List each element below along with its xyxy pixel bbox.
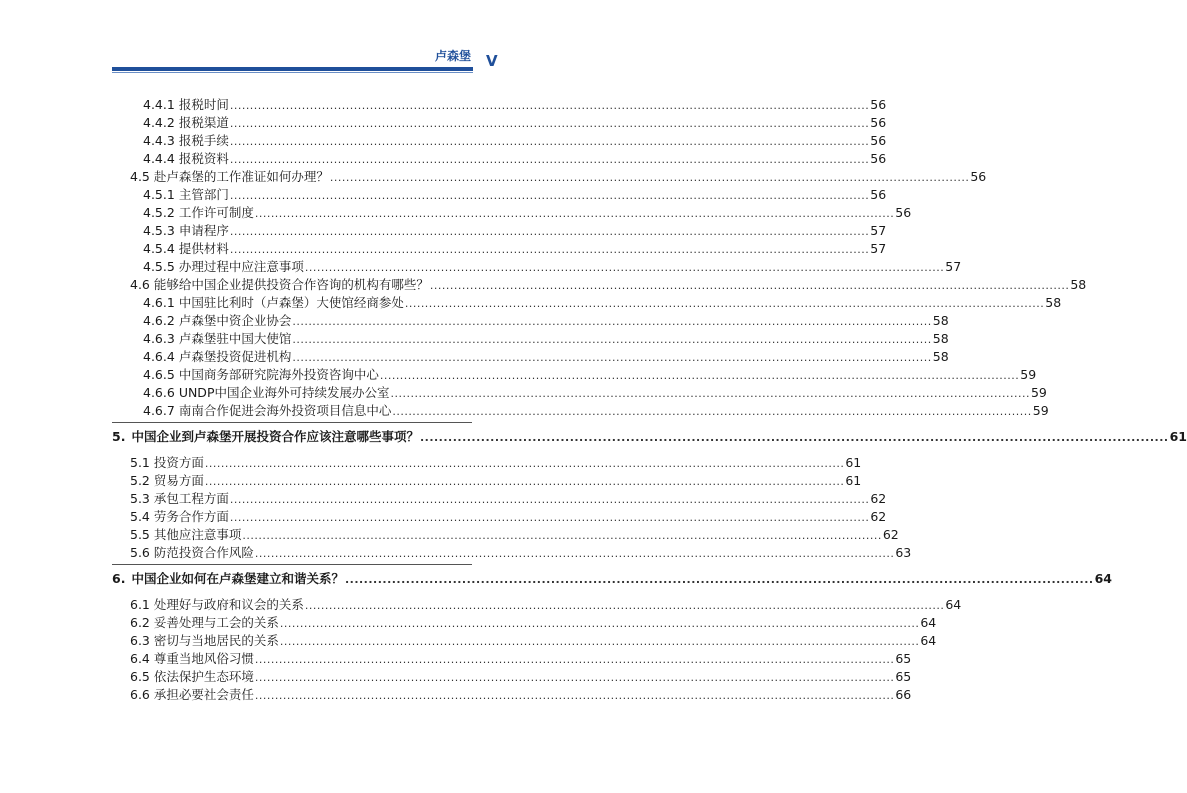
toc-entry[interactable] (143, 330, 949, 348)
toc-entry-number: 4.6.2 (143, 313, 175, 328)
toc-entry-title: 中国商务部研究院海外投资咨询中心 (178, 367, 379, 382)
toc-entry-title: 妥善处理与工会的关系 (153, 615, 279, 630)
toc-entry[interactable] (130, 526, 899, 544)
toc-entry[interactable] (143, 114, 887, 132)
toc-entry-title: 承包工程方面 (153, 491, 229, 506)
toc-entry[interactable] (143, 240, 887, 258)
toc-entry-title: 报税时间 (178, 97, 229, 112)
toc-entry-page: 56 (970, 169, 987, 184)
toc-dot-leader: ................................................................................................................................................................ (229, 189, 870, 202)
toc-entry-number: 4.5.5 (143, 259, 175, 274)
toc-entry-page: 56 (870, 97, 887, 112)
toc-dot-leader: ................................................................................................................................................................ (229, 511, 870, 524)
toc-dot-leader: ................................................................................................................................................................ (229, 135, 870, 148)
toc-entry-page: 65 (895, 651, 912, 666)
toc-entry-title: 报税渠道 (178, 115, 229, 130)
toc-dot-leader: ................................................................................................................................................................ (329, 171, 970, 184)
toc-entry-page: 59 (1020, 367, 1037, 382)
toc-entry-page: 63 (895, 545, 912, 560)
toc-dot-leader: ................................................................................................................................................................ (344, 573, 1094, 586)
toc-entry-page: 57 (870, 223, 887, 238)
toc-entry-title: 申请程序 (178, 223, 229, 238)
toc-entry-number: 4.6.4 (143, 349, 175, 364)
toc-dot-leader: ................................................................................................................................................................ (254, 671, 895, 684)
toc-entry-number: 5.2 (130, 473, 150, 488)
toc-entry-number: 5.4 (130, 509, 150, 524)
toc-entry-title: 投资方面 (153, 455, 204, 470)
toc-dot-leader: ................................................................................................................................................................ (229, 225, 870, 238)
toc-entry[interactable] (130, 544, 912, 562)
toc-entry-number: 6.5 (130, 669, 150, 684)
toc-entry-page: 64 (1094, 571, 1112, 586)
toc-entry[interactable] (143, 132, 887, 150)
toc-dot-leader: ................................................................................................................................................................ (390, 387, 1030, 400)
toc-entry-number: 4.5.2 (143, 205, 175, 220)
toc-entry-page: 61 (1169, 429, 1187, 444)
header-rule (112, 67, 473, 71)
toc-entry-page: 58 (1070, 277, 1087, 292)
toc-entry[interactable] (130, 508, 887, 526)
toc-entry[interactable] (143, 258, 962, 276)
toc-entry-page: 56 (870, 133, 887, 148)
toc-entry-number: 4.5.3 (143, 223, 175, 238)
toc-entry-page: 56 (870, 187, 887, 202)
toc-entry-title: 处理好与政府和议会的关系 (153, 597, 304, 612)
toc-entry-number: 4.4.1 (143, 97, 175, 112)
toc-entry-page: 65 (895, 669, 912, 684)
toc-entry-title: 承担必要社会责任 (153, 687, 254, 702)
toc-entry-number: 4.6.3 (143, 331, 175, 346)
toc-dot-leader: ................................................................................................................................................................ (292, 333, 932, 346)
toc-dot-leader: ................................................................................................................................................................ (429, 279, 1070, 292)
toc-dot-leader: ................................................................................................................................................................ (379, 369, 1020, 382)
toc-dot-leader: ................................................................................................................................................................ (392, 405, 1032, 418)
toc-entry[interactable] (143, 312, 949, 330)
toc-entry-title: 主管部门 (178, 187, 229, 202)
toc-entry-title: 密切与当地居民的关系 (153, 633, 279, 648)
toc-dot-leader: ................................................................................................................................................................ (279, 635, 920, 648)
toc-dot-leader: ................................................................................................................................................................ (229, 153, 870, 166)
toc-entry[interactable] (130, 650, 912, 668)
toc-entry-title: 办理过程中应注意事项 (178, 259, 304, 274)
toc-entry[interactable] (130, 168, 987, 186)
toc-entry-number: 4.6.7 (143, 403, 175, 418)
toc-dot-leader: ................................................................................................................................................................ (254, 689, 895, 702)
toc-entry[interactable] (112, 570, 1112, 588)
running-header-title: 卢森堡 (434, 49, 471, 63)
toc-entry-title: 贸易方面 (153, 473, 204, 488)
toc-entry[interactable] (130, 490, 887, 508)
page-number: V (486, 52, 498, 70)
toc-entry-number: 4.5 (130, 169, 150, 184)
toc-entry[interactable] (143, 222, 887, 240)
toc-entry-number: 6.4 (130, 651, 150, 666)
toc-entry[interactable] (112, 428, 1187, 446)
toc-entry-title: 中国企业到卢森堡开展投资合作应该注意哪些事项？ (131, 429, 419, 444)
toc-entry-number: 6.3 (130, 633, 150, 648)
toc-entry-page: 58 (1045, 295, 1062, 310)
toc-entry-number: 5. (112, 429, 126, 444)
toc-entry[interactable] (130, 596, 962, 614)
toc-entry[interactable] (143, 384, 1047, 402)
toc-dot-leader: ................................................................................................................................................................ (229, 243, 870, 256)
toc-entry[interactable] (143, 366, 1037, 384)
toc-entry-title: UNDP中国企业海外可持续发展办公室 (178, 385, 390, 400)
toc-dot-leader: ................................................................................................................................................................ (304, 261, 945, 274)
toc-dot-leader: ................................................................................................................................................................ (292, 351, 932, 364)
toc-dot-leader: ................................................................................................................................................................ (404, 297, 1045, 310)
toc-entry-page: 57 (945, 259, 962, 274)
toc-entry-page: 58 (932, 349, 949, 364)
toc-entry-page: 62 (882, 527, 899, 542)
toc-entry[interactable] (143, 186, 887, 204)
toc-entry-number: 4.5.4 (143, 241, 175, 256)
toc-entry[interactable] (143, 150, 887, 168)
toc-entry[interactable] (130, 472, 862, 490)
toc-entry-page: 56 (870, 151, 887, 166)
toc-dot-leader: ................................................................................................................................................................ (204, 475, 845, 488)
header-rule-thin (112, 72, 473, 73)
toc-entry-title: 南南合作促进会海外投资项目信息中心 (178, 403, 392, 418)
toc-entry-number: 4.6.5 (143, 367, 175, 382)
toc-entry-title: 劳务合作方面 (153, 509, 229, 524)
toc-dot-leader: ................................................................................................................................................................ (229, 493, 870, 506)
toc-entry-number: 6.2 (130, 615, 150, 630)
toc-entry-page: 66 (895, 687, 912, 702)
toc-dot-leader: ................................................................................................................................................................ (279, 617, 920, 630)
toc-dot-leader: ................................................................................................................................................................ (242, 529, 882, 542)
toc-entry-number: 5.1 (130, 455, 150, 470)
toc-entry-title: 工作许可制度 (178, 205, 254, 220)
toc-entry-page: 62 (870, 491, 887, 506)
toc-dot-leader: ................................................................................................................................................................ (229, 117, 870, 130)
toc-entry-page: 61 (845, 455, 862, 470)
toc-entry-page: 62 (870, 509, 887, 524)
toc-entry-page: 61 (845, 473, 862, 488)
toc-entry-title: 报税资料 (178, 151, 229, 166)
toc-entry[interactable] (130, 632, 937, 650)
toc-entry-number: 4.4.4 (143, 151, 175, 166)
toc-entry-page: 56 (870, 115, 887, 130)
toc-entry[interactable] (143, 402, 1049, 420)
toc-entry[interactable] (143, 348, 949, 366)
toc-entry[interactable] (130, 668, 912, 686)
toc-entry-page: 59 (1030, 385, 1047, 400)
toc-entry-title: 能够给中国企业提供投资合作咨询的机构有哪些？ (153, 277, 429, 292)
toc-dot-leader: ................................................................................................................................................................ (254, 207, 895, 220)
toc-entry-number: 4.6 (130, 277, 150, 292)
toc-entry-title: 依法保护生态环境 (153, 669, 254, 684)
toc-dot-leader: ................................................................................................................................................................ (304, 599, 945, 612)
toc-entry[interactable] (143, 96, 887, 114)
section-divider (112, 564, 472, 565)
toc-entry[interactable] (130, 454, 862, 472)
toc-entry-number: 5.5 (130, 527, 150, 542)
toc-entry-page: 57 (870, 241, 887, 256)
toc-entry-page: 56 (895, 205, 912, 220)
toc-entry[interactable] (130, 614, 937, 632)
toc-dot-leader: ................................................................................................................................................................ (229, 99, 870, 112)
toc-entry-title: 其他应注意事项 (153, 527, 242, 542)
toc-entry-title: 卢森堡中资企业协会 (178, 313, 292, 328)
section-divider (112, 422, 472, 423)
toc-entry-page: 64 (945, 597, 962, 612)
toc-entry-number: 4.5.1 (143, 187, 175, 202)
toc-entry-page: 58 (932, 331, 949, 346)
toc-dot-leader: ................................................................................................................................................................ (292, 315, 932, 328)
toc-entry-title: 卢森堡驻中国大使馆 (178, 331, 292, 346)
toc-entry-number: 6.1 (130, 597, 150, 612)
toc-entry-number: 4.4.3 (143, 133, 175, 148)
toc-dot-leader: ................................................................................................................................................................ (419, 431, 1169, 444)
toc-entry-page: 64 (920, 633, 937, 648)
toc-entry[interactable] (130, 276, 1087, 294)
toc-dot-leader: ................................................................................................................................................................ (204, 457, 845, 470)
toc-entry-title: 赴卢森堡的工作准证如何办理？ (153, 169, 329, 184)
toc-entry-number: 4.6.6 (143, 385, 175, 400)
toc-entry[interactable] (130, 686, 912, 704)
toc-entry-number: 5.3 (130, 491, 150, 506)
toc-entry-title: 报税手续 (178, 133, 229, 148)
toc-entry-title: 卢森堡投资促进机构 (178, 349, 292, 364)
toc-entry-title: 防范投资合作风险 (153, 545, 254, 560)
toc-entry-page: 58 (932, 313, 949, 328)
toc-entry-number: 4.6.1 (143, 295, 175, 310)
toc-entry[interactable] (143, 294, 1062, 312)
toc-entry-page: 64 (920, 615, 937, 630)
toc-entry-number: 6. (112, 571, 126, 586)
toc-entry-page: 59 (1032, 403, 1049, 418)
toc-dot-leader: ................................................................................................................................................................ (254, 547, 895, 560)
toc-entry-number: 6.6 (130, 687, 150, 702)
toc-entry-title: 尊重当地风俗习惯 (153, 651, 254, 666)
toc-entry[interactable] (143, 204, 912, 222)
toc-entry-title: 提供材料 (178, 241, 229, 256)
toc-entry-title: 中国驻比利时（卢森堡）大使馆经商参处 (178, 295, 404, 310)
toc-entry-number: 5.6 (130, 545, 150, 560)
toc-entry-number: 4.4.2 (143, 115, 175, 130)
toc-dot-leader: ................................................................................................................................................................ (254, 653, 895, 666)
toc-entry-title: 中国企业如何在卢森堡建立和谐关系？ (131, 571, 344, 586)
